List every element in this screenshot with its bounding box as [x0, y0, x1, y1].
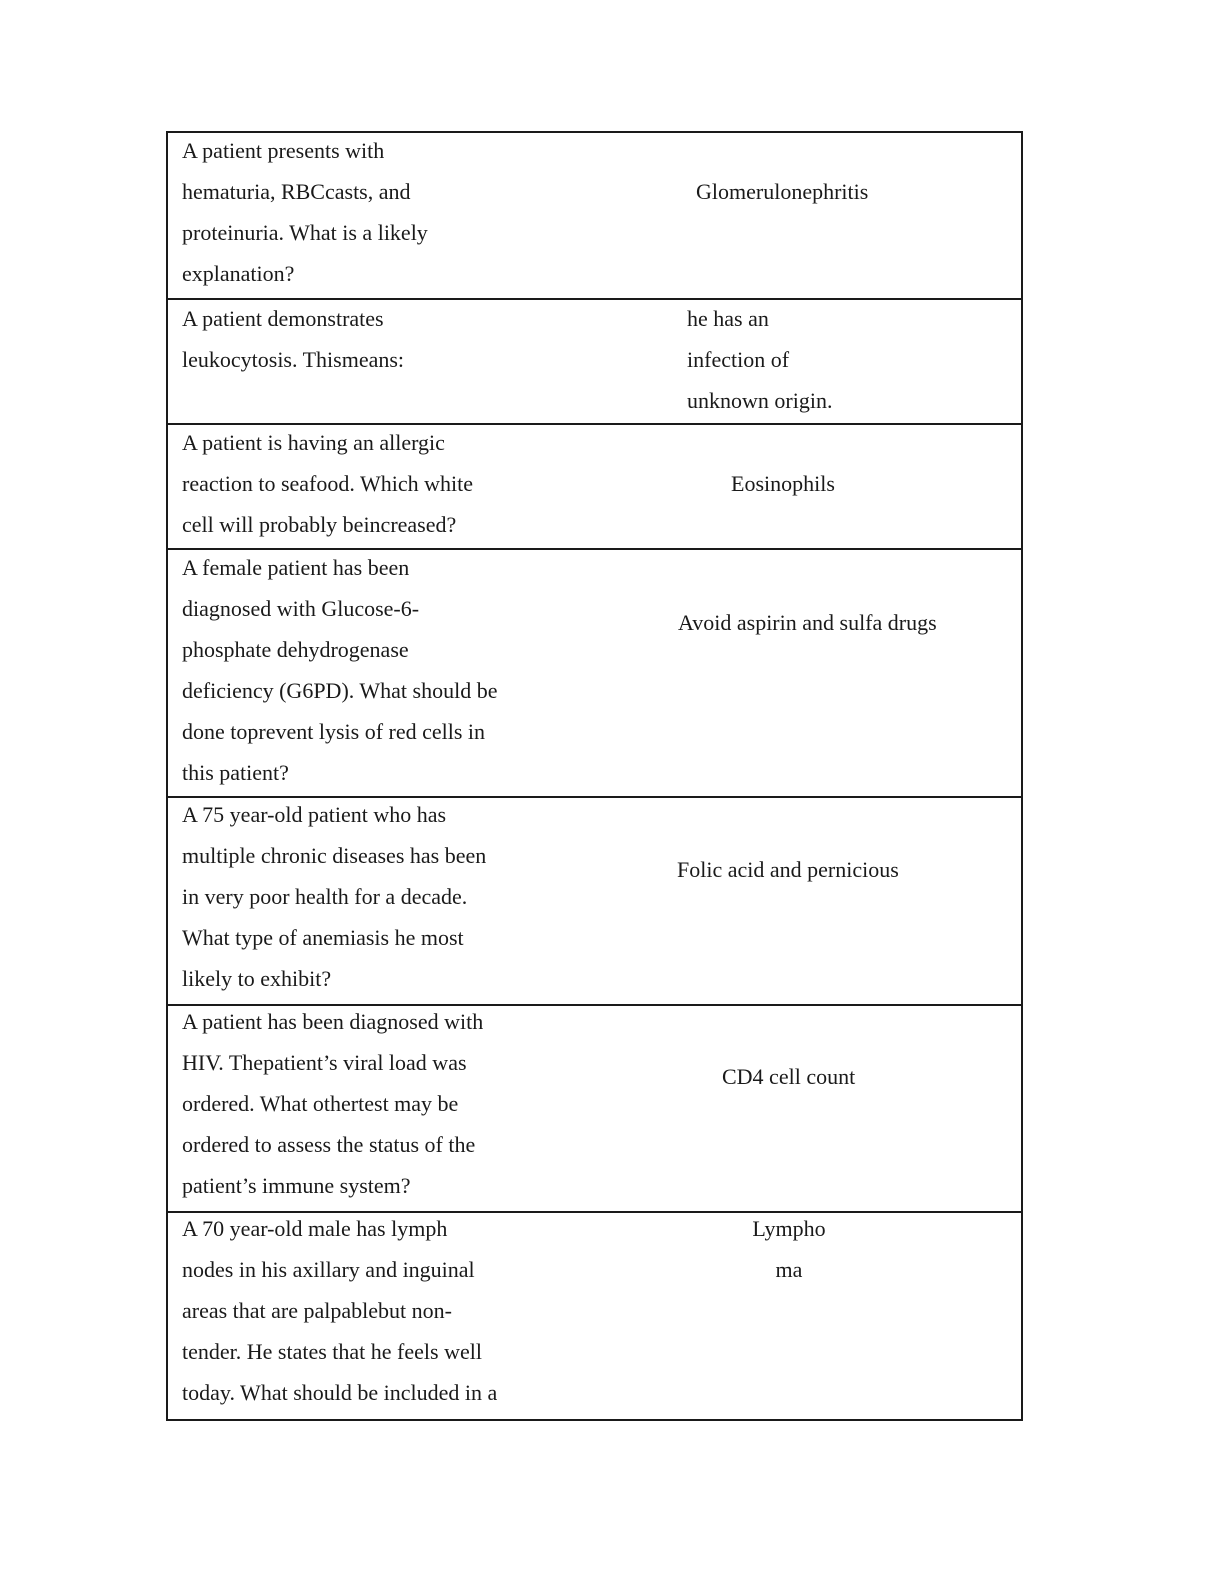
table-row	[168, 133, 1021, 300]
question-cell	[182, 1208, 497, 1413]
question-line: likely to exhibit?	[182, 966, 332, 991]
table-row	[168, 300, 1021, 425]
question-line: nodes in his axillary and inguinal	[182, 1257, 475, 1282]
question-line: ordered. What othertest may be	[182, 1091, 459, 1116]
question-line: phosphate dehydrogenase	[182, 637, 409, 662]
question-line: leukocytosis. Thismeans:	[182, 347, 405, 372]
answer-cell	[722, 1056, 855, 1097]
answer-cell	[708, 1208, 870, 1290]
question-line: ordered to assess the status of the	[182, 1132, 476, 1157]
qa-table	[166, 131, 1023, 1421]
question-line: done toprevent lysis of red cells in	[182, 719, 486, 744]
question-line: A female patient has been	[182, 555, 410, 580]
question-line: patient’s immune system?	[182, 1173, 411, 1198]
question-line: today. What should be included in a	[182, 1380, 498, 1405]
answer-cell	[696, 171, 868, 212]
question-line: A patient presents with	[182, 138, 385, 163]
answer-line: infection of	[687, 347, 790, 372]
answer-line: Lympho	[752, 1216, 826, 1241]
question-line: reaction to seafood. Which white	[182, 471, 473, 496]
question-cell	[182, 794, 486, 999]
question-line: proteinuria. What is a likely	[182, 220, 428, 245]
answer-line: Glomerulonephritis	[696, 179, 869, 204]
question-line: What type of anemiasis he most	[182, 925, 464, 950]
question-line: multiple chronic diseases has been	[182, 843, 487, 868]
question-line: HIV. Thepatient’s viral load was	[182, 1050, 467, 1075]
answer-line: CD4 cell count	[722, 1064, 856, 1089]
answer-line: he has an	[687, 306, 769, 331]
answer-cell	[687, 298, 832, 421]
question-line: cell will probably beincreased?	[182, 512, 457, 537]
question-line: in very poor health for a decade.	[182, 884, 468, 909]
answer-line: Avoid aspirin and sulfa drugs	[678, 610, 937, 635]
answer-cell	[678, 602, 937, 643]
question-line: diagnosed with Glucose-6-	[182, 596, 420, 621]
question-line: A patient is having an allergic	[182, 430, 445, 455]
question-cell	[182, 1001, 483, 1206]
question-line: deficiency (G6PD). What should be	[182, 678, 498, 703]
question-line: hematuria, RBCcasts, and	[182, 179, 411, 204]
answer-cell	[731, 463, 835, 504]
question-line: A 70 year-old male has lymph	[182, 1216, 448, 1241]
answer-cell	[677, 849, 899, 890]
question-line: A patient has been diagnosed with	[182, 1009, 484, 1034]
answer-line: Eosinophils	[731, 471, 835, 496]
question-cell	[182, 130, 428, 294]
answer-line: ma	[775, 1257, 803, 1282]
question-line: areas that are palpablebut non-	[182, 1298, 452, 1323]
question-line: tender. He states that he feels well	[182, 1339, 482, 1364]
question-cell	[182, 547, 497, 793]
question-line: explanation?	[182, 261, 295, 286]
answer-line: Folic acid and pernicious	[677, 857, 899, 882]
question-line: A 75 year-old patient who has	[182, 802, 447, 827]
question-cell	[182, 422, 473, 545]
table-row	[168, 1213, 1021, 1419]
table-row	[168, 425, 1021, 550]
table-row	[168, 798, 1021, 1006]
question-line: A patient demonstrates	[182, 306, 384, 331]
answer-line: unknown origin.	[687, 388, 833, 413]
question-line: this patient?	[182, 760, 289, 785]
question-cell	[182, 298, 404, 380]
table-row	[168, 1006, 1021, 1213]
table-row	[168, 550, 1021, 798]
